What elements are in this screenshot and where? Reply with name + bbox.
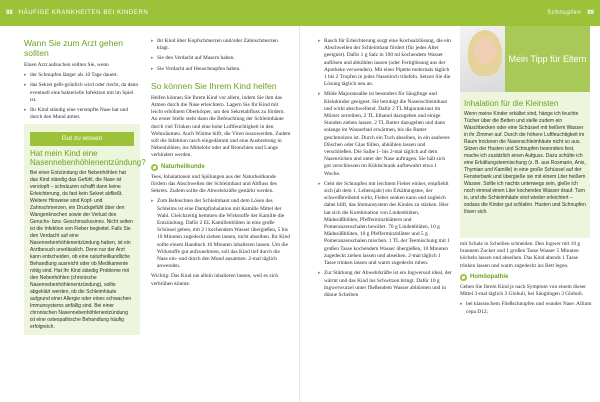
page-gutter: [299, 26, 300, 402]
author-face: [474, 38, 496, 64]
good-to-know-box: [24, 124, 146, 334]
page-number-left: 88: [6, 10, 13, 16]
inhalation-bullet: ▸ Zum Befeuchten der Schleimhaut und dem Lösen des Schleims ist eine Dampfinhalation mit Kamille Mittel der Wahl. Gleichzeitig hemmen die Wirkstoffe der Kamille die Entzündung. Dafür 2 EL Kamillenblüten in eine große Schüssel geben, mit 2 l kochendem Wasser übergießen, 5 bis 10 Minuten zugedeckt ziehen lassen, nicht abseihen. Ihr Kind sollte einem Handtuch 10 Minuten inhalieren lassen. Um die Wirkstoffe gut aufzunehmen, soll das Kind tief durch die Nase ein- und durch den Mund ausatmen. 2-mal täglich anwenden.: [151, 198, 291, 270]
doctor-heading: Wann Sie zum Arzt gehen sollten: [24, 38, 124, 58]
homeopathy-label: Homöopathie: [470, 273, 509, 280]
marjoram-bullet: ▸ Milde Majoransalbe ist besonders für Säuglinge und Kleinkinder geeignet. Sie beruhigt die Nasenschleimhaut und wirkt abschwellend. Dafür 2 TL Majorankraut im Mörser zerreiben, 2 TL Ethanol dazugeben und einige Stunden ziehen lassen. 2 TL Butter dazugeben und dann solange im Wasserbad erwärmen, bis die Butter geschmolzen ist. Durch ein Tuch abseihen, in ein sauberes Döschen oder Glas füllen, abkühlen lassen und verschließen. Die Salbe 1- bis 2-mal täglich auf dem Nasenrücken und unter der Nase auftragen. Sie hält sich gut verschlossen im Kühlschrank aufbewahrt etwa 1 Woche.: [318, 91, 452, 177]
help-heading: So können Sie Ihrem Kind helfen: [151, 80, 277, 91]
left-header: [0, 0, 300, 26]
chapter-title: HÄUFIGE KRANKHEITEN BEI KINDERN: [18, 10, 149, 16]
doctor-bullet: ▸ Ihr Kind über Kopfschmerzen und/oder Zahnschmerzen klagt.: [151, 38, 291, 52]
doctor-bullet: ▸ Ihr Kind ständig eine verstopfte Nase hat und durch den Mund atmet.: [24, 107, 140, 121]
ginger-continued: mit Schale in Scheiben schneiden. Den Ingwer mit 10 g braunem Zucker und 1 großen Tasse Wasser 5 Minuten köcheln lassen und abseihen. Das Kind abends 1 Tasse trinken lassen und warm zugedeckt ins Bett legen.: [460, 241, 581, 269]
doctor-bullet: ▸ das Sekret gelb-grünlich wird oder riecht, da dann eventuell eine bakterielle Infektion mit im Spiel ist.: [24, 82, 140, 104]
naturopathy-paragraph: Tees, Inhalationen und Spülungen aus der Naturheilkunde fördern das Abschwellen der Schleimhaut und Abfluss des Sekrets. Zudem sollte die Abwehrkräfte gestärkt werden.: [151, 173, 277, 195]
leaf-icon: [460, 274, 467, 281]
page-number-right: 89: [587, 10, 594, 16]
column-1: [24, 38, 146, 335]
naturopathy-label: Naturheilkunde: [161, 163, 205, 170]
tip-box-content: [464, 96, 586, 216]
naturopathy-heading: [151, 164, 291, 171]
ginger-bullet: ▸ Zur Stärkung der Abwehrkräfte ist ein Ingwersud ideal, der wärmt und das Kind ins Schwitzen bringt. Dafür 10 g Ingwerwurzel unter fließendem Wasser abbürsten und in dünne Scheiben: [318, 270, 452, 299]
homeopathy-bullet: ▸ bei klassischem Fließschnupfen und wunder Nase: Allium cepa D12;: [460, 301, 592, 315]
tea-bullet: ▸ Geht der Schnupfen mit leichtem Fieber einher, empfiehlt sich (ab dem 1. Lebensjahr) ein Erkältungstee, der schweißtreibend wirkt, Fieber senken kann und zugleich dabei hilft, das Immunsystem des Kindes zu stärken. Hier hat sich die Kombination von Lindenblüten, Mädesüßblüten, Pfefferminzblättern und Pomeranzenschalen bewährt. 70 g Lindenblüten, 10 g Mädesüßblüten, 10 g Pfefferminzblätter und 5 g Pomeranzenschalen mischen. 1 TL der Teemischung mit 1 großen Tasse kochendem Wasser übergießen, 10 Minuten zugedeckt ziehen lassen und abseihen. 2-mal täglich 1 Tasse trinken lassen und warm zugedeckt ruhen.: [318, 181, 452, 267]
doctor-bullet: ▸ der Schnupfen länger als 10 Tage dauert.: [24, 72, 140, 79]
section-title: Schnupfen: [547, 10, 582, 16]
column-3: [318, 38, 452, 302]
sinus-heading: Hat mein Kind eine Nasennebenhöhlenentzündung?: [30, 148, 146, 167]
column-2: [151, 38, 291, 291]
column-4: [460, 241, 592, 319]
homeopathy-heading: [460, 274, 592, 281]
leaf-icon: [151, 164, 158, 171]
help-paragraph: Helfen können Sie Ihrem Kind vor allem, indem Sie ihm das Atmen durch die Nase erleichtern. Lagern Sie Ihr Kind mit leicht erhöhtem Oberkörper, um den Sekretabfluss zu fördern. An erster Stelle steht dann die Befeuchtung der Schleimhäute durch viel Trinken und eine hohe Luftfeuchtigkeit in den Wohnräumen. Auch Wärme hilft, die Viren loszuwerden. Zudem soll die Infektion rasch eingedämmt und eine Ausbreitung in Nebenhöhlen, ins Mittelohr oder auf Bronchien und Lunge verhindert werden.: [151, 94, 291, 159]
homeopathy-paragraph: Geben Sie Ihrem Kind je nach Symptom von einem dieser Mittel 3-mal täglich 3 Globuli, bei Säuglingen 3 Globuli.: [460, 284, 586, 298]
doctor-intro: Einen Arzt aufsuchen sollten Sie, wenn: [24, 62, 109, 68]
page-header: [0, 0, 600, 26]
right-header: [300, 0, 600, 26]
doctor-bullet: ▸ Sie den Verdacht auf Masern haben.: [151, 55, 291, 62]
doctor-bullet: ▸ Sie Verdacht auf Heuschnupfen haben.: [151, 66, 291, 73]
safety-note: Wichtig: Das Kind nie allein inhalieren lassen, weil es sich verbrühen könnte.: [151, 273, 279, 287]
sinus-text: Bei einer Entzündung der Nebenhöhlen hat das Kind ständig das Gefühl, die Nase ist verstopft – schnäuzen schafft dann keine Erleichterung, da fast kein Sekret abfließt. Weitere Hinweise sind Kopf- und Zahnschmerzen, ein Druckgefühl über den Wangenknochen sowie der Verlust des Geruchs- bzw. Geschmackssinns. Nicht selten ist die Infektion von Fieber begleitet. Falls Sie den Verdacht auf eine Nasennebenhöhlenentzündung haben, ist ein Arztbesuch unerlässlich. Denn nur der Arzt kann entscheiden, ob eine naturheilkundliche Behandlung ausreicht oder ob Medikamente nötig sind. Hat Ihr Kind ständig Probleme mit den Nebenhöhlen (chronische Nasennebenhöhlenentzündung), sollte abgeklärt werden, ob die Schleimhäute aufgrund einer Allergie oder eines schwachen Immunsystems anfällig sind. Bei einer chronischen Nasennebenhöhlenentzündung ist eine osteopathische Behandlung häufig erfolgreich.: [30, 169, 133, 330]
tip-box-text: Wenn meine Kinder erkältet sind, hänge ich feuchte Tücher über die Betten und stelle zudem ein Waschbecken oder eine Schüssel mit heißem Wasser in ihr Zimmer auf. Durch die höhere Luftfeuchtigkeit im Raum trocknen die Nasenschleimhäute nicht so aus. Sitzen der Husten und Schnupfen besonders fest, mache ich zusätzlich einen Aufguss. Dazu schütte ich eine Erkältungsteemischung (z. B. aus Rosmarin, Anis, Thymian und Kamille) in eine große Schüssel auf der Fensterbank und übergieße sie mit einem Liter heißem Wasser. Sollte ich nachts unterwegs sein, gieße ich noch einmal einen Liter kochendes Wasser drauf. Turn is, und die Schleimhäute sind wieder erleichtert – sodass die Kinder gut schlafen. Husten und Schnupfen lösen sich.: [464, 111, 586, 215]
tip-label: Mein Tipp für Eltern: [505, 26, 590, 92]
saline-bullet: ▸ Rasch für Erleichterung sorgt eine Kochsalzlösung, die ein Abschwellen der Schleimhaut fördert (für jedes Alter geeignet). Dafür 1 g Salz in 100 ml kochendem Wasser auflösen und abkühlen lassen (oder Fertiglösung aus der Apotheke verwenden). Mit einer Pipette mehrmals täglich 1 bis 2 Tropfen in jedes Nasenloch träufeln. Setzen Sie die Lösung täglich neu an.: [318, 38, 452, 88]
tip-box-heading: Inhalation für die Kleinsten: [464, 99, 559, 108]
good-to-know-label: Gut zu wissen: [30, 132, 134, 145]
